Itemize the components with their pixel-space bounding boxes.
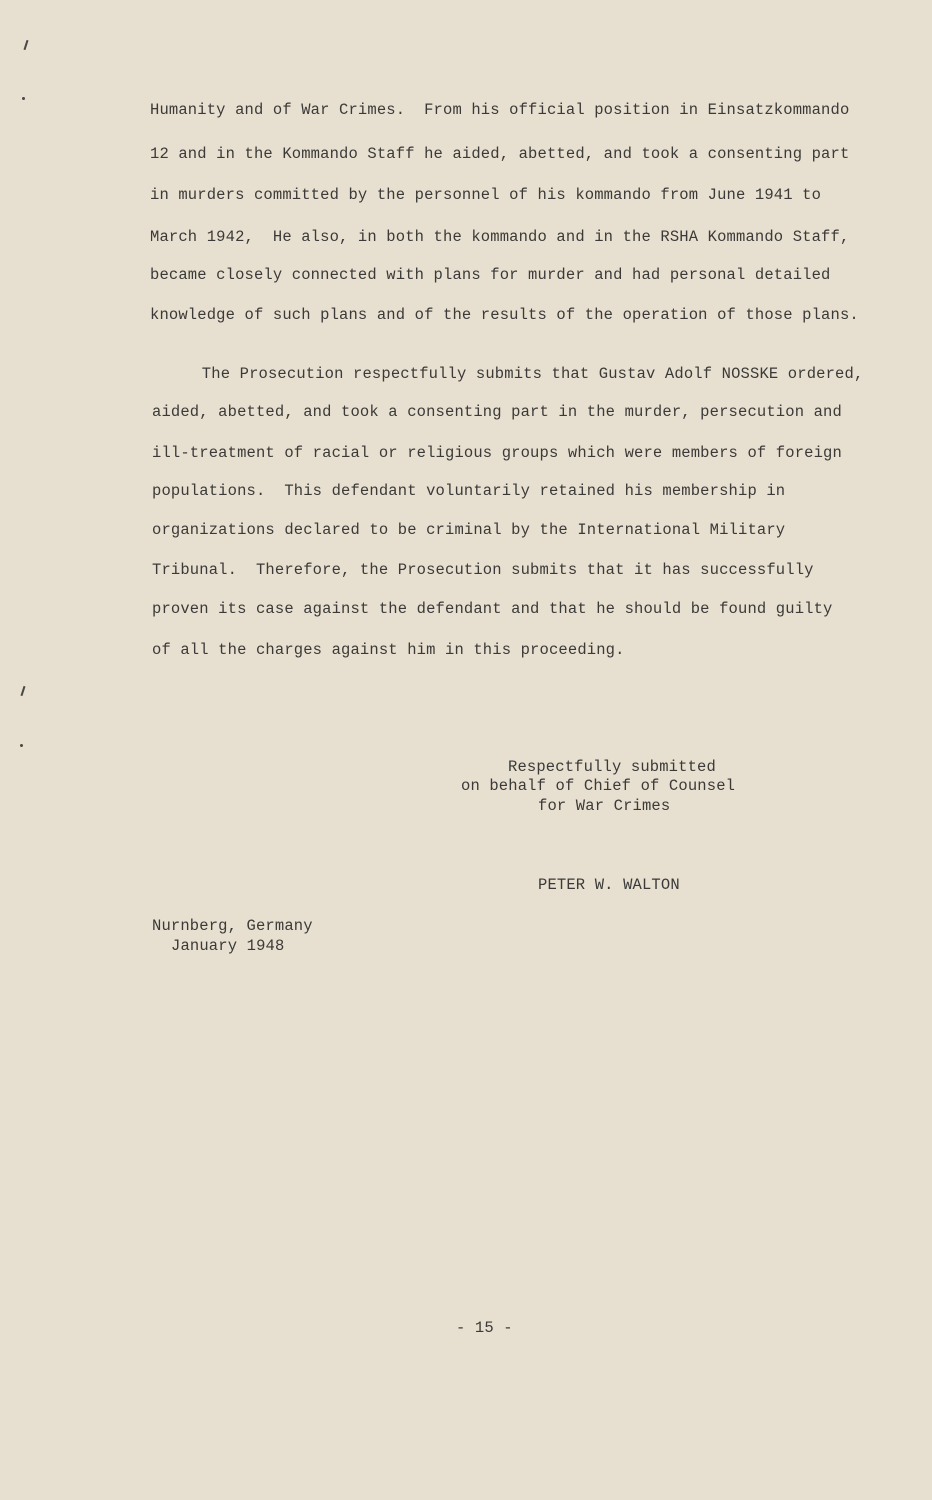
- margin-mark: [24, 40, 29, 50]
- text-line: Tribunal. Therefore, the Prosecution submits that it has successfully: [152, 561, 814, 579]
- text-line: Humanity and of War Crimes. From his official position in Einsatzkommando: [150, 101, 850, 119]
- date: January 1948: [171, 937, 285, 955]
- text-line: became closely connected with plans for murder and had personal detailed: [150, 266, 831, 284]
- text-line: knowledge of such plans and of the results of the operation of those plans.: [150, 306, 859, 324]
- text-line: The Prosecution respectfully submits that Gustav Adolf NOSSKE ordered,: [164, 365, 864, 383]
- margin-mark: [20, 744, 23, 747]
- text-line: March 1942, He also, in both the kommando and in the RSHA Kommando Staff,: [150, 228, 850, 246]
- text-line: aided, abetted, and took a consenting part in the murder, persecution and: [152, 403, 842, 421]
- closing-line: for War Crimes: [538, 797, 671, 815]
- text-line: proven its case against the defendant and that he should be found guilty: [152, 600, 833, 618]
- margin-mark: [22, 97, 25, 100]
- text-line: ill-treatment of racial or religious groups which were members of foreign: [152, 444, 842, 462]
- margin-mark: [21, 686, 26, 696]
- signatory-name: PETER W. WALTON: [538, 876, 680, 894]
- closing-line: on behalf of Chief of Counsel: [461, 777, 736, 795]
- text-line: 12 and in the Kommando Staff he aided, abetted, and took a consenting part: [150, 145, 850, 163]
- page-number: - 15 -: [456, 1319, 513, 1337]
- text-line: of all the charges against him in this proceeding.: [152, 641, 625, 659]
- text-line: populations. This defendant voluntarily retained his membership in: [152, 482, 786, 500]
- text-line: organizations declared to be criminal by the International Military: [152, 521, 786, 539]
- closing-line: Respectfully submitted: [508, 758, 716, 776]
- text-line: in murders committed by the personnel of his kommando from June 1941 to: [150, 186, 822, 204]
- place: Nurnberg, Germany: [152, 917, 313, 935]
